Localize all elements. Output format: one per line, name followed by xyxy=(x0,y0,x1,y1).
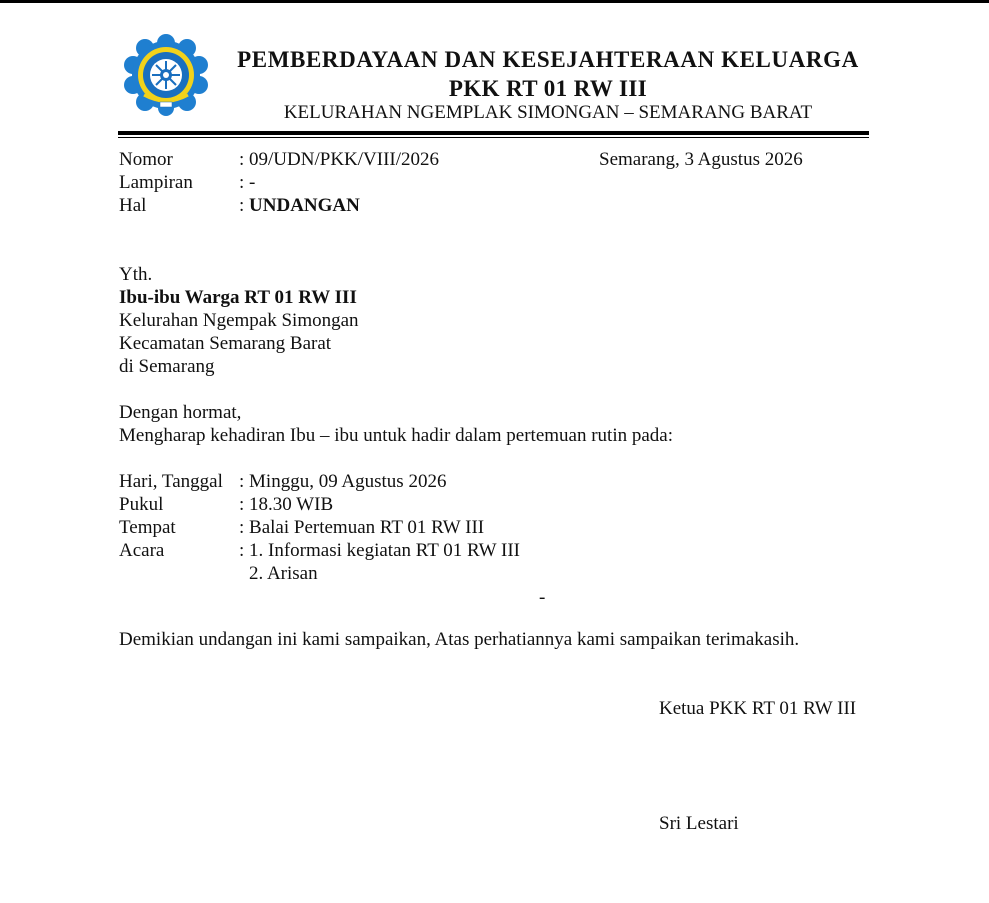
recipient-name: Ibu-ibu Warga RT 01 RW III xyxy=(119,287,357,308)
recipient-address-3: di Semarang xyxy=(119,356,215,377)
pkk-logo-icon xyxy=(123,33,209,117)
letterhead-rule-thick xyxy=(118,131,869,135)
tempat-value: : Balai Pertemuan RT 01 RW III xyxy=(239,517,485,538)
lampiran-value: : - xyxy=(239,172,256,193)
letterhead-rule-thin xyxy=(118,137,869,138)
signature-name: Sri Lestari xyxy=(659,813,739,834)
top-border-line xyxy=(0,0,989,3)
nomor-label: Nomor xyxy=(119,149,173,170)
acara-item-2: 2. Arisan xyxy=(249,563,318,584)
recipient-address-2: Kecamatan Semarang Barat xyxy=(119,333,332,354)
acara-label: Acara xyxy=(119,540,165,561)
letter-date: Semarang, 3 Agustus 2026 xyxy=(599,149,803,170)
hal-subject: UNDANGAN xyxy=(249,195,360,216)
letterhead-title: PEMBERDAYAAN DAN KESEJAHTERAAN KELUARGA xyxy=(237,47,859,72)
acara-item-1: : 1. Informasi kegiatan RT 01 RW III xyxy=(239,540,520,561)
letterhead-org: PKK RT 01 RW III xyxy=(448,76,648,101)
pukul-label: Pukul xyxy=(119,494,164,515)
stray-dash: - xyxy=(539,587,546,608)
intro-paragraph: Mengharap kehadiran Ibu – ibu untuk hadir dalam pertemuan rutin pada: xyxy=(119,425,673,446)
greeting: Dengan hormat, xyxy=(119,402,242,423)
yth-label: Yth. xyxy=(119,264,153,285)
hari-value: : Minggu, 09 Agustus 2026 xyxy=(239,471,447,492)
letterhead-address: KELURAHAN NGEMPLAK SIMONGAN – SEMARANG BARAT xyxy=(283,102,813,123)
lampiran-label: Lampiran xyxy=(119,172,193,193)
hal-value xyxy=(239,194,360,217)
signature-title: Ketua PKK RT 01 RW III xyxy=(659,698,857,719)
hal-label: Hal xyxy=(119,195,147,216)
nomor-value: : 09/UDN/PKK/VIII/2026 xyxy=(239,149,440,170)
hal-colon: : xyxy=(239,195,250,216)
hari-label: Hari, Tanggal xyxy=(119,471,223,492)
closing-paragraph: Demikian undangan ini kami sampaikan, Atas perhatiannya kami sampaikan terimakasih. xyxy=(119,629,800,650)
recipient-address-1: Kelurahan Ngempak Simongan xyxy=(119,310,359,331)
tempat-label: Tempat xyxy=(119,517,176,538)
pukul-value: : 18.30 WIB xyxy=(239,494,334,515)
